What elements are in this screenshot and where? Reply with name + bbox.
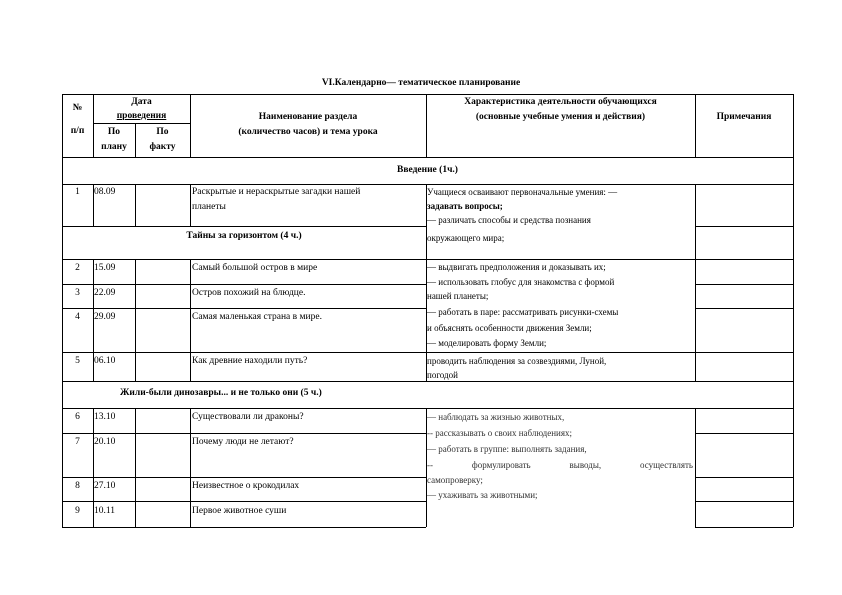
row1-notes-line bbox=[695, 226, 793, 227]
header-bottom-line bbox=[62, 157, 793, 158]
section-horizon: Тайны за горизонтом (4 ч.) bbox=[186, 231, 302, 241]
activity-text: самопроверку; bbox=[427, 475, 483, 485]
row-date: 29.09 bbox=[94, 312, 116, 322]
row-topic-cont: планеты bbox=[192, 202, 226, 212]
row-date: 20.10 bbox=[94, 437, 116, 447]
row-num: 5 bbox=[75, 356, 80, 366]
activity-text: — ухаживать за животными; bbox=[427, 490, 538, 500]
row-date: 15.09 bbox=[94, 263, 116, 273]
row-num: 7 bbox=[75, 437, 80, 447]
row6-line bbox=[62, 433, 426, 434]
row-topic: Самая маленькая страна в мире. bbox=[192, 312, 322, 322]
row-num: 8 bbox=[75, 481, 80, 491]
activity-text: — работать в паре: рассматривать рисунки-схемы bbox=[427, 307, 619, 317]
header-notes: Примечания bbox=[716, 112, 772, 122]
row-date: 08.09 bbox=[94, 187, 116, 197]
col-plan-divider-r3 bbox=[135, 408, 136, 527]
row-date: 22.09 bbox=[94, 288, 116, 298]
activity-text: и объяснять особенности движения Земли; bbox=[427, 323, 592, 333]
activity-text: — выдвигать предположения и доказывать их; bbox=[427, 262, 606, 272]
intro-row-line bbox=[62, 184, 793, 185]
row-topic: Почему люди не летают? bbox=[192, 437, 294, 447]
row-date: 13.10 bbox=[94, 412, 116, 422]
row-num: 1 bbox=[75, 187, 80, 197]
row9-line bbox=[62, 527, 426, 528]
header-topic-sub: (количество часов) и тема урока bbox=[238, 127, 378, 137]
col-fact-divider-r1 bbox=[190, 184, 191, 227]
horizon-row-line bbox=[62, 259, 793, 260]
header-plan: По bbox=[107, 127, 121, 137]
header-date-sub: проведения bbox=[116, 111, 167, 121]
row-date: 10.11 bbox=[94, 506, 116, 516]
row-topic: Неизвестное о крокодилах bbox=[192, 481, 300, 491]
col-fact-divider-r3 bbox=[190, 408, 191, 527]
activity-text: — наблюдать за жизнью животных, bbox=[427, 412, 565, 422]
header-activity: Характеристика деятельности обучающихся bbox=[464, 97, 657, 107]
col-plan-divider-r2 bbox=[135, 259, 136, 381]
activity-text: окружающего мира; bbox=[427, 233, 505, 243]
activity-text: проводить наблюдения за созвездиями, Луной, bbox=[427, 356, 607, 366]
activity-text: — моделировать форму Земли; bbox=[427, 338, 547, 348]
activity-text: задавать вопросы; bbox=[427, 201, 503, 211]
header-activity-sub: (основные учебные умения и действия) bbox=[475, 112, 646, 122]
row-num: 3 bbox=[75, 288, 80, 298]
table-border-right bbox=[793, 94, 794, 527]
activity-text: — использовать глобус для знакомства с формой bbox=[427, 277, 615, 287]
row-topic: Остров похожий на блюдце. bbox=[192, 288, 306, 298]
row8-notes-line bbox=[695, 501, 793, 502]
row-num: 2 bbox=[75, 263, 80, 273]
header-fact-sub: факту bbox=[149, 142, 176, 152]
row7-line bbox=[62, 477, 426, 478]
activity-text: — работать в группе: выполнять задания, bbox=[427, 444, 587, 454]
row-topic: Существовали ли драконы? bbox=[192, 412, 304, 422]
row1-bottom-line bbox=[62, 226, 426, 227]
table-border-top bbox=[62, 94, 793, 95]
row7-notes-line bbox=[695, 477, 793, 478]
page-title: VI.Календарно— тематическое планирование bbox=[321, 78, 521, 88]
row8-line bbox=[62, 501, 426, 502]
header-topic: Наименование раздела bbox=[258, 112, 358, 122]
activity-text: — различать способы и средства познания bbox=[427, 215, 591, 225]
activity-text: -- формулировать выводы, осуществлять bbox=[427, 460, 693, 470]
header-date: Дата bbox=[131, 97, 152, 107]
activity-text: Учащиеся осваивают первоначальные умения: — bbox=[427, 187, 618, 197]
row-num: 6 bbox=[75, 412, 80, 422]
row-topic: Самый большой остров в мире bbox=[192, 263, 318, 273]
row9-notes-line bbox=[695, 527, 793, 528]
col-plan-divider-r1 bbox=[135, 184, 136, 227]
row2-line bbox=[62, 284, 426, 285]
row-num: 9 bbox=[75, 506, 80, 516]
date-header-divider bbox=[93, 123, 190, 124]
row3-notes-line bbox=[695, 308, 793, 309]
row2-notes-line bbox=[695, 284, 793, 285]
activity-text: погодой bbox=[427, 370, 458, 380]
activity-text: нашей планеты; bbox=[427, 291, 489, 301]
header-fact: По bbox=[156, 127, 169, 137]
row-topic: Как древние находили путь? bbox=[192, 356, 308, 366]
row-date: 06.10 bbox=[94, 356, 116, 366]
section-intro: Введение (1ч.) bbox=[397, 165, 458, 175]
col-fact-divider-r2 bbox=[190, 259, 191, 381]
activity-text: -- рассказывать о своих наблюдениях; bbox=[427, 428, 573, 438]
row-date: 27.10 bbox=[94, 481, 116, 491]
col-activity-divider-header bbox=[695, 94, 696, 158]
header-num: № bbox=[72, 103, 83, 113]
row4-line bbox=[62, 352, 793, 353]
section-dinos: Жили-были динозавры... и не только они (5 ч.) bbox=[120, 388, 322, 398]
row6-notes-line bbox=[695, 433, 793, 434]
row-num: 4 bbox=[75, 312, 80, 322]
row-topic: Раскрытые и нераскрытые загадки нашей bbox=[192, 187, 361, 197]
row3-line bbox=[62, 308, 426, 309]
col-activity-divider-r3 bbox=[695, 408, 696, 527]
header-plan-sub: плану bbox=[101, 142, 127, 152]
header-num-sub: п/п bbox=[70, 126, 85, 136]
col-activity-divider-r1 bbox=[695, 184, 696, 381]
row-topic: Первое животное суши bbox=[192, 506, 287, 516]
dinos-row-line bbox=[62, 408, 793, 409]
